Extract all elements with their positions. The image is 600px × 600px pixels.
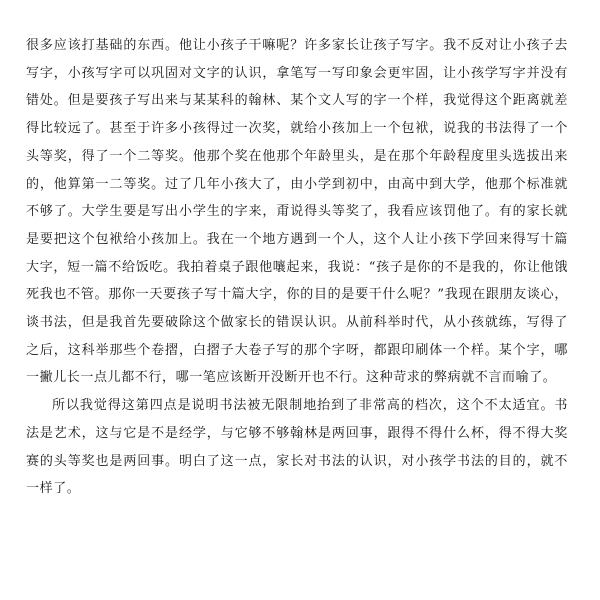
paragraph-2: 所以我觉得这第四点是说明书法被无限制地抬到了非常高的档次，这个不太适宜。书法是艺术，这与它是不是经学，与它够不够翰林是两回事，跟得不得什么杯，得不得大奖赛的头等奖也是两回事。明白了这一点，家长对书法的认识，对小孩学书法的目的，就不一样了。: [26, 398, 568, 497]
paragraph-1: 很多应该打基础的东西。他让小孩子干嘛呢？许多家长让孩子写字。我不反对让小孩子去写字，小孩写字可以巩固对文字的认识，拿笔写一写印象会更牢固，让小孩学写字并没有错处。但是要孩子写出来与某某科的翰林、某个文人写的字一个样，我觉得这个距离就差得比较远了。甚至于许多小孩得过一次奖，就给小孩加上一个包袱，说我的书法得了一个头等奖，得了一个二等奖。他那个奖在他那个年龄里头，是在那个年龄程度里头选拔出来的，他算第一二等奖。过了几年小孩大了，由小学到初中，由高中到大学，他那个标准就不够了。大学生要是写出小学生的字来，甭说得头等奖了，我看应该罚他了。有的家长就是要把这个包袱给小孩加上。我在一个地方遇到一个人，这个人让小孩下学回来得写十篇大字，短一篇不给饭吃。我拍着桌子跟他嚷起来，我说：“孩子是你的不是我的，你让他饿死我也不管。那你一天要孩子写十篇大字，你的目的是要干什么呢？”我现在跟朋友谈心，谈书法，但是我首先要破除这个做家长的错误认识。从前科举时代，从小孩就练，写得了之后，这科举那些个卷摺，白摺子大卷子写的那个字呀，都跟印刷体一个样。某个字，哪一撇儿长一点儿都不行，哪一笔应该断开没断开也不行。这种苛求的弊病就不言而喻了。: [26, 38, 568, 386]
